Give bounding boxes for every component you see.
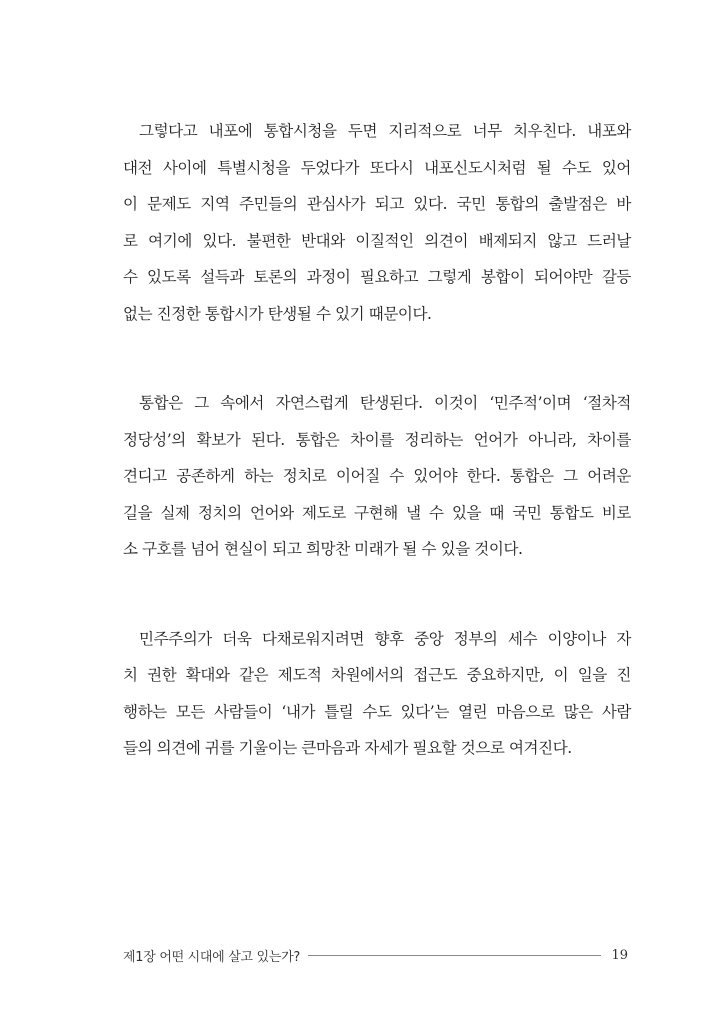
text-line: 수 있도록 설득과 토론의 과정이 필요하고 그렇게 봉합이 되어야만 갈등 xyxy=(123,268,631,286)
paragraph-3 xyxy=(123,621,631,767)
page-number: 19 xyxy=(611,947,628,963)
chapter-title: 제1장 어떤 시대에 살고 있는가? xyxy=(123,949,300,965)
text-line: 로 여기에 있다. 불편한 반대와 이질적인 의견이 배제되지 않고 드러날 xyxy=(123,231,631,250)
text-line: 대전 사이에 특별시청을 두었다가 또다시 내포신도시처럼 될 수도 있어 xyxy=(123,158,631,177)
text-line: 행하는 모든 사람들이 ‘내가 틀릴 수도 있다’는 열린 마음으로 많은 사람 xyxy=(123,702,631,721)
page-footer xyxy=(123,944,628,966)
paragraph-2 xyxy=(123,385,631,568)
text-line: 소 구호를 넘어 현실이 되고 희망찬 미래가 될 수 있을 것이다. xyxy=(123,540,523,558)
text-line: 치 권한 확대와 같은 제도적 차원에서의 접근도 중요하지만, 이 일을 진 xyxy=(123,666,631,684)
text-line: 민주주의가 더욱 다채로워지려면 향후 중앙 정부의 세수 이양이나 자 xyxy=(139,629,631,648)
text-line: 견디고 공존하게 하는 정치로 이어질 수 있어야 한다. 통합은 그 어려운 xyxy=(123,467,631,485)
text-line: 이 문제도 지역 주민들의 관심사가 되고 있다. 국민 통합의 출발점은 바 xyxy=(123,195,631,213)
text-line: 들의 의견에 귀를 기울이는 큰마음과 자세가 필요할 것으로 여겨진다. xyxy=(123,739,572,757)
text-line: 없는 진정한 통합시가 탄생될 수 있기 때문이다. xyxy=(123,304,432,323)
page-body xyxy=(123,113,631,820)
text-line: 통합은 그 속에서 자연스럽게 탄생된다. 이것이 ‘민주적’이며 ‘절차적 xyxy=(139,394,631,412)
footer-divider xyxy=(308,955,601,956)
paragraph-1 xyxy=(123,113,631,332)
text-line: 길을 실제 정치의 언어와 제도로 구현해 낼 수 있을 때 국민 통합도 비로 xyxy=(123,503,631,522)
text-line: 정당성’의 확보가 된다. 통합은 차이를 정리하는 언어가 아니라, 차이를 xyxy=(123,430,631,449)
text-line: 그렇다고 내포에 통합시청을 두면 지리적으로 너무 치우친다. 내포와 xyxy=(139,122,631,140)
